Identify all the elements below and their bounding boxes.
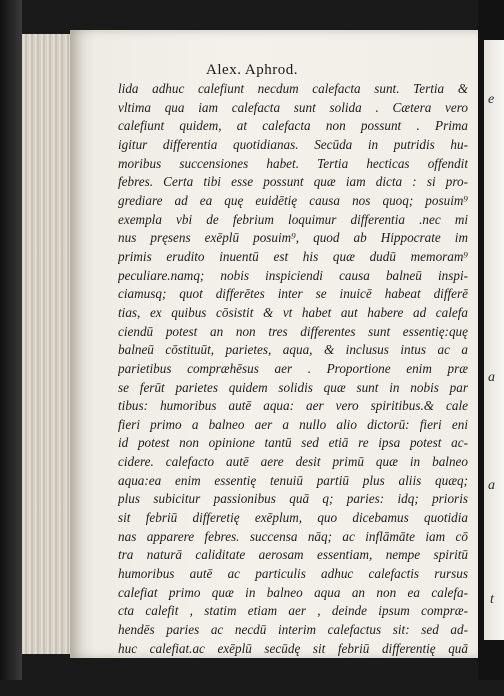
text-line: ciendū potest an non tres differentes sunt essentię:quę [118, 323, 468, 339]
text-line: hendēs paries ac necdū interim calefactus sit: sed ad- [118, 622, 468, 638]
text-line: moribus succensiones habet. Tertia hecticas offendit [118, 155, 468, 171]
text-line: igitur differentia quotidianas. Secūda in putridis hu- [118, 136, 468, 152]
text-line: primis erudito inuentū est his quæ dudū memoram⁹ [118, 248, 468, 264]
text-line: tias, ex quibus cōsistit & vt habet aut habere ad calefa [118, 304, 468, 320]
text-line: dicebamus quæ putridis humoribus febres succendē [118, 659, 468, 675]
text-line: se ferūt parietes quidem solidis quæ sunt in nobis par [118, 379, 468, 395]
text-line: lida adhuc calefiunt necdum calefacta sunt. Tertia & [118, 81, 468, 96]
page-edges-stack [22, 34, 74, 654]
text-line: huc calefiat.ac exēplū secūdę sit febriū differentię quā [118, 640, 468, 656]
text-line: calefiat primo quæ in balneo aqua an non ea calefa- [118, 584, 468, 600]
running-head: Alex. Aphrod. [206, 62, 298, 78]
text-line: nas apparere febres. succensa nāq; ac inflāmāte iam cō [118, 528, 468, 544]
facing-page-glyph: e [488, 92, 495, 107]
facing-page-edge [484, 40, 504, 640]
text-line: cidere. calefacto autē aere desit primū quæ in balneo [118, 454, 468, 470]
text-line: cta calefit , statim etiam aer , deinde ipsum compræ- [118, 603, 468, 619]
text-line: febres. Certa tibi esse possunt quæ iam dicta : si pro- [118, 174, 468, 190]
text-line: calefiunt quidem, at calefacta non possunt . Prima [118, 118, 468, 134]
text-line: tur calescentibus quidē humoribus aliis adhuc calefa [118, 678, 468, 693]
facing-page-glyph: t [490, 592, 494, 607]
text-line: aqua:ea enim essentię tenuiū partiū plus aliis quæq; [118, 472, 468, 488]
text-line: fieri primo a balneo aer a nullo alio dictorū: fieri eni [118, 416, 468, 432]
text-line: peculiare.namq; nobis inspiciendi causa balneū inspi- [118, 267, 468, 283]
text-line: grediare ad ea quę euidētię causa nos quoq; posuim⁹ [118, 192, 468, 208]
text-line: nus pręsens exēplū posuim⁹, quod ab Hippocrate im [118, 230, 468, 246]
text-line: vltima qua iam calefacta sunt solida . Cætera vero [118, 99, 468, 115]
facing-page-glyph: a [488, 478, 495, 493]
text-line: sit febriū differetię exēplum, quo dicebamus quotidia [118, 510, 468, 526]
text-line: parietibus compræhēsus aer . Proportione enim præ [118, 360, 468, 376]
facing-page-glyph: a [488, 370, 495, 385]
body-text [118, 80, 468, 696]
text-line: tra naturā caliditate aerosam essentiam, nempe spiritū [118, 547, 468, 563]
text-line: exempla vbi de febrium loquimur differentia .nec mi [118, 211, 468, 227]
text-line: humoribus autē ac particulis adhuc calefactis rursus [118, 566, 468, 582]
text-line: tibus: humoribus autē aqua: aer vero spiritibus.& cale [118, 398, 468, 414]
text-line: id potest non opinione tantū sed etiā re ipsa potest ac- [118, 435, 468, 451]
book-binding-left [0, 0, 22, 680]
text-line: balneū cōstituūt, parietes, aqua, & inclusus intus ac a [118, 342, 468, 358]
text-line: plus subicitur passionibus quā q; paries: idq; prioris [118, 491, 468, 507]
text-line: ciamusq; quot differētes inter se inuicē habeat differē [118, 286, 468, 302]
